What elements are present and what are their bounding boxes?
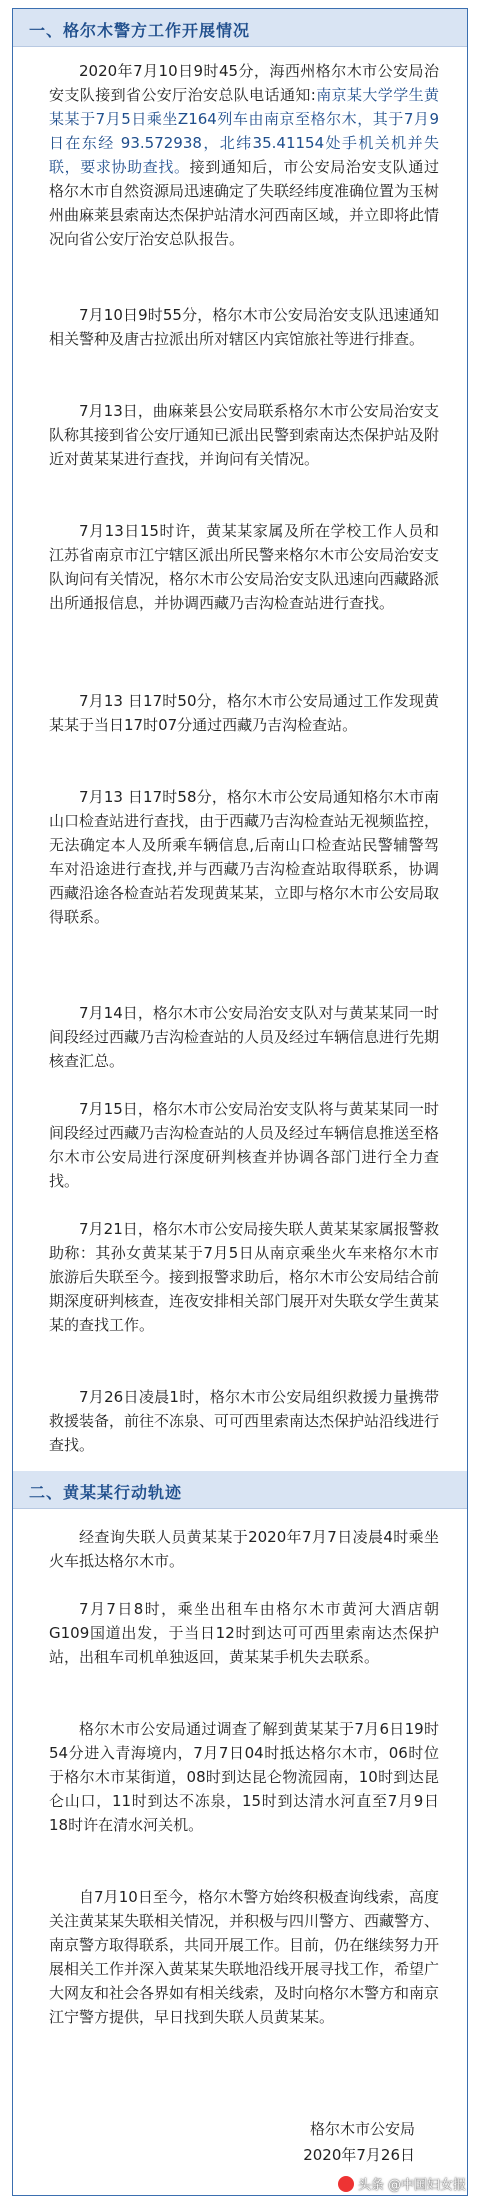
notice-frame <box>12 8 468 2196</box>
paragraph-1-4: 7月13日15时许，黄某某家属及所在学校工作人员和江苏省南京市江宁辖区派出所民警来格尔木市公安局治安支队询问有关情况，格尔木市公安局治安支队迅速向西藏路派出所通报信息，并协调西藏乃吉沟检查站进行查找。 <box>49 522 440 612</box>
paragraph-1-6: 7月13 日17时58分，格尔木市公安局通知格尔木市南山口检查站进行查找，由于西藏乃吉沟检查站无视频监控，无法确定本人及所乘车辆信息,后南山口检查站民警辅警驾车对沿途进行查找,并与西藏乃吉沟检查站取得联系，协调西藏沿途各检查站若发现黄某某，立即与格尔木市公安局取得联系。 <box>49 788 440 926</box>
paragraph-1-5: 7月13 日17时50分，格尔木市公安局通过工作发现黄某某于当日17时07分通过西藏乃吉沟检查站。 <box>49 692 439 734</box>
paragraph-1-2: 7月10日9时55分，格尔木市公安局治安支队迅速通知相关警种及唐古拉派出所对辖区内宾馆旅社等进行排查。 <box>49 306 439 348</box>
signature-org: 格尔木市公安局 <box>309 2120 415 2138</box>
watermark-text: 头条 @中国妇女报 <box>357 2178 466 2193</box>
toutiao-logo-icon <box>338 2176 354 2192</box>
paragraph-1-1 <box>49 59 439 251</box>
signature-date: 2020年7月26日 <box>303 2146 415 2164</box>
paragraph-1-9: 7月21日，格尔木市公安局接失联人黄某某家属报警救助称：其孙女黄某某于7月5日从南京乘坐火车来格尔木市旅游后失联至今。接到报警求助后，格尔木市公安局结合前期深度研判核查，连夜安排相关部门展开对失联女学生黄某某的查找工作。 <box>49 1220 440 1334</box>
section-title-2: 二、黄某某行动轨迹 <box>29 1483 183 1502</box>
highlighted-text: 南京某大学学生黄某某于7月5日乘坐Z164列车由南京至格尔木，其于7月9日在东经 93.572938，北纬35.41154处手机关机并失联，要求协助查找。 <box>49 86 439 176</box>
paragraph-1-10: 7月26日凌晨1时，格尔木市公安局组织救援力量携带救援装备，前往不冻泉、可可西里索南达杰保护站沿线进行查找。 <box>49 1388 440 1454</box>
section-title-1: 一、格尔木警方工作开展情况 <box>29 21 251 40</box>
paragraph-2-1: 经查询失联人员黄某某于2020年7月7日凌晨4时乘坐火车抵达格尔木市。 <box>49 1528 439 1570</box>
paragraph-2-3: 格尔木市公安局通过调查了解到黄某某于7月6日19时54分进入青海境内，7月7日04时抵达格尔木市，06时位于格尔木市某街道，08时到达昆仑物流园南，10时到达昆仑山口，11时到达不冻泉，15时到达清水河直至7月9日18时许在清水河关机。 <box>49 1720 439 1834</box>
paragraph-2-2: 7月7日8时，乘坐出租车由格尔木市黄河大酒店朝G109国道出发，于当日12时到达可可西里索南达杰保护站，出租车司机单独返回，黄某某手机失去联系。 <box>49 1600 439 1666</box>
paragraph-2-4: 自7月10日至今，格尔木警方始终积极查询线索，高度关注黄某某失联相关情况，并积极与四川警方、西藏警方、南京警方取得联系，共同开展工作。目前，仍在继续努力开展相关工作并深入黄某某失联地沿线开展寻找工作，希望广大网友和社会各界如有相关线索，及时向格尔木警方和南京江宁警方提供，早日找到失联人员黄某某。 <box>49 1888 440 2026</box>
paragraph-text: 2020年7月10日9时45分，海西州格尔木市公安局治安支队接到省公安厅治安总队电话通知: <box>49 62 439 104</box>
paragraph-1-8: 7月15日，格尔木市公安局治安支队将与黄某某同一时间段经过西藏乃吉沟检查站的人员及经过车辆信息推送至格尔木市公安局进行深度研判核查并协调各部门进行全力查找。 <box>49 1100 440 1190</box>
paragraph-1-3: 7月13日，曲麻莱县公安局联系格尔木市公安局治安支队称其接到省公安厅通知已派出民警到索南达杰保护站及附近对黄某某进行查找，并询问有关情况。 <box>49 402 440 468</box>
section-header-1 <box>13 9 467 47</box>
section-header-2 <box>13 1471 467 1509</box>
watermark <box>338 2174 466 2193</box>
paragraph-1-7: 7月14日，格尔木市公安局治安支队对与黄某某同一时间段经过西藏乃吉沟检查站的人员及经过车辆信息进行先期核查汇总。 <box>49 1004 440 1070</box>
paragraph-text: 接到通知后，市公安局治安支队通过格尔木市自然资源局迅速确定了失联经纬度准确位置为玉树州曲麻莱县索南达杰保护站清水河西南区域，并立即将此情况向省公安厅治安总队报告。 <box>49 158 440 248</box>
